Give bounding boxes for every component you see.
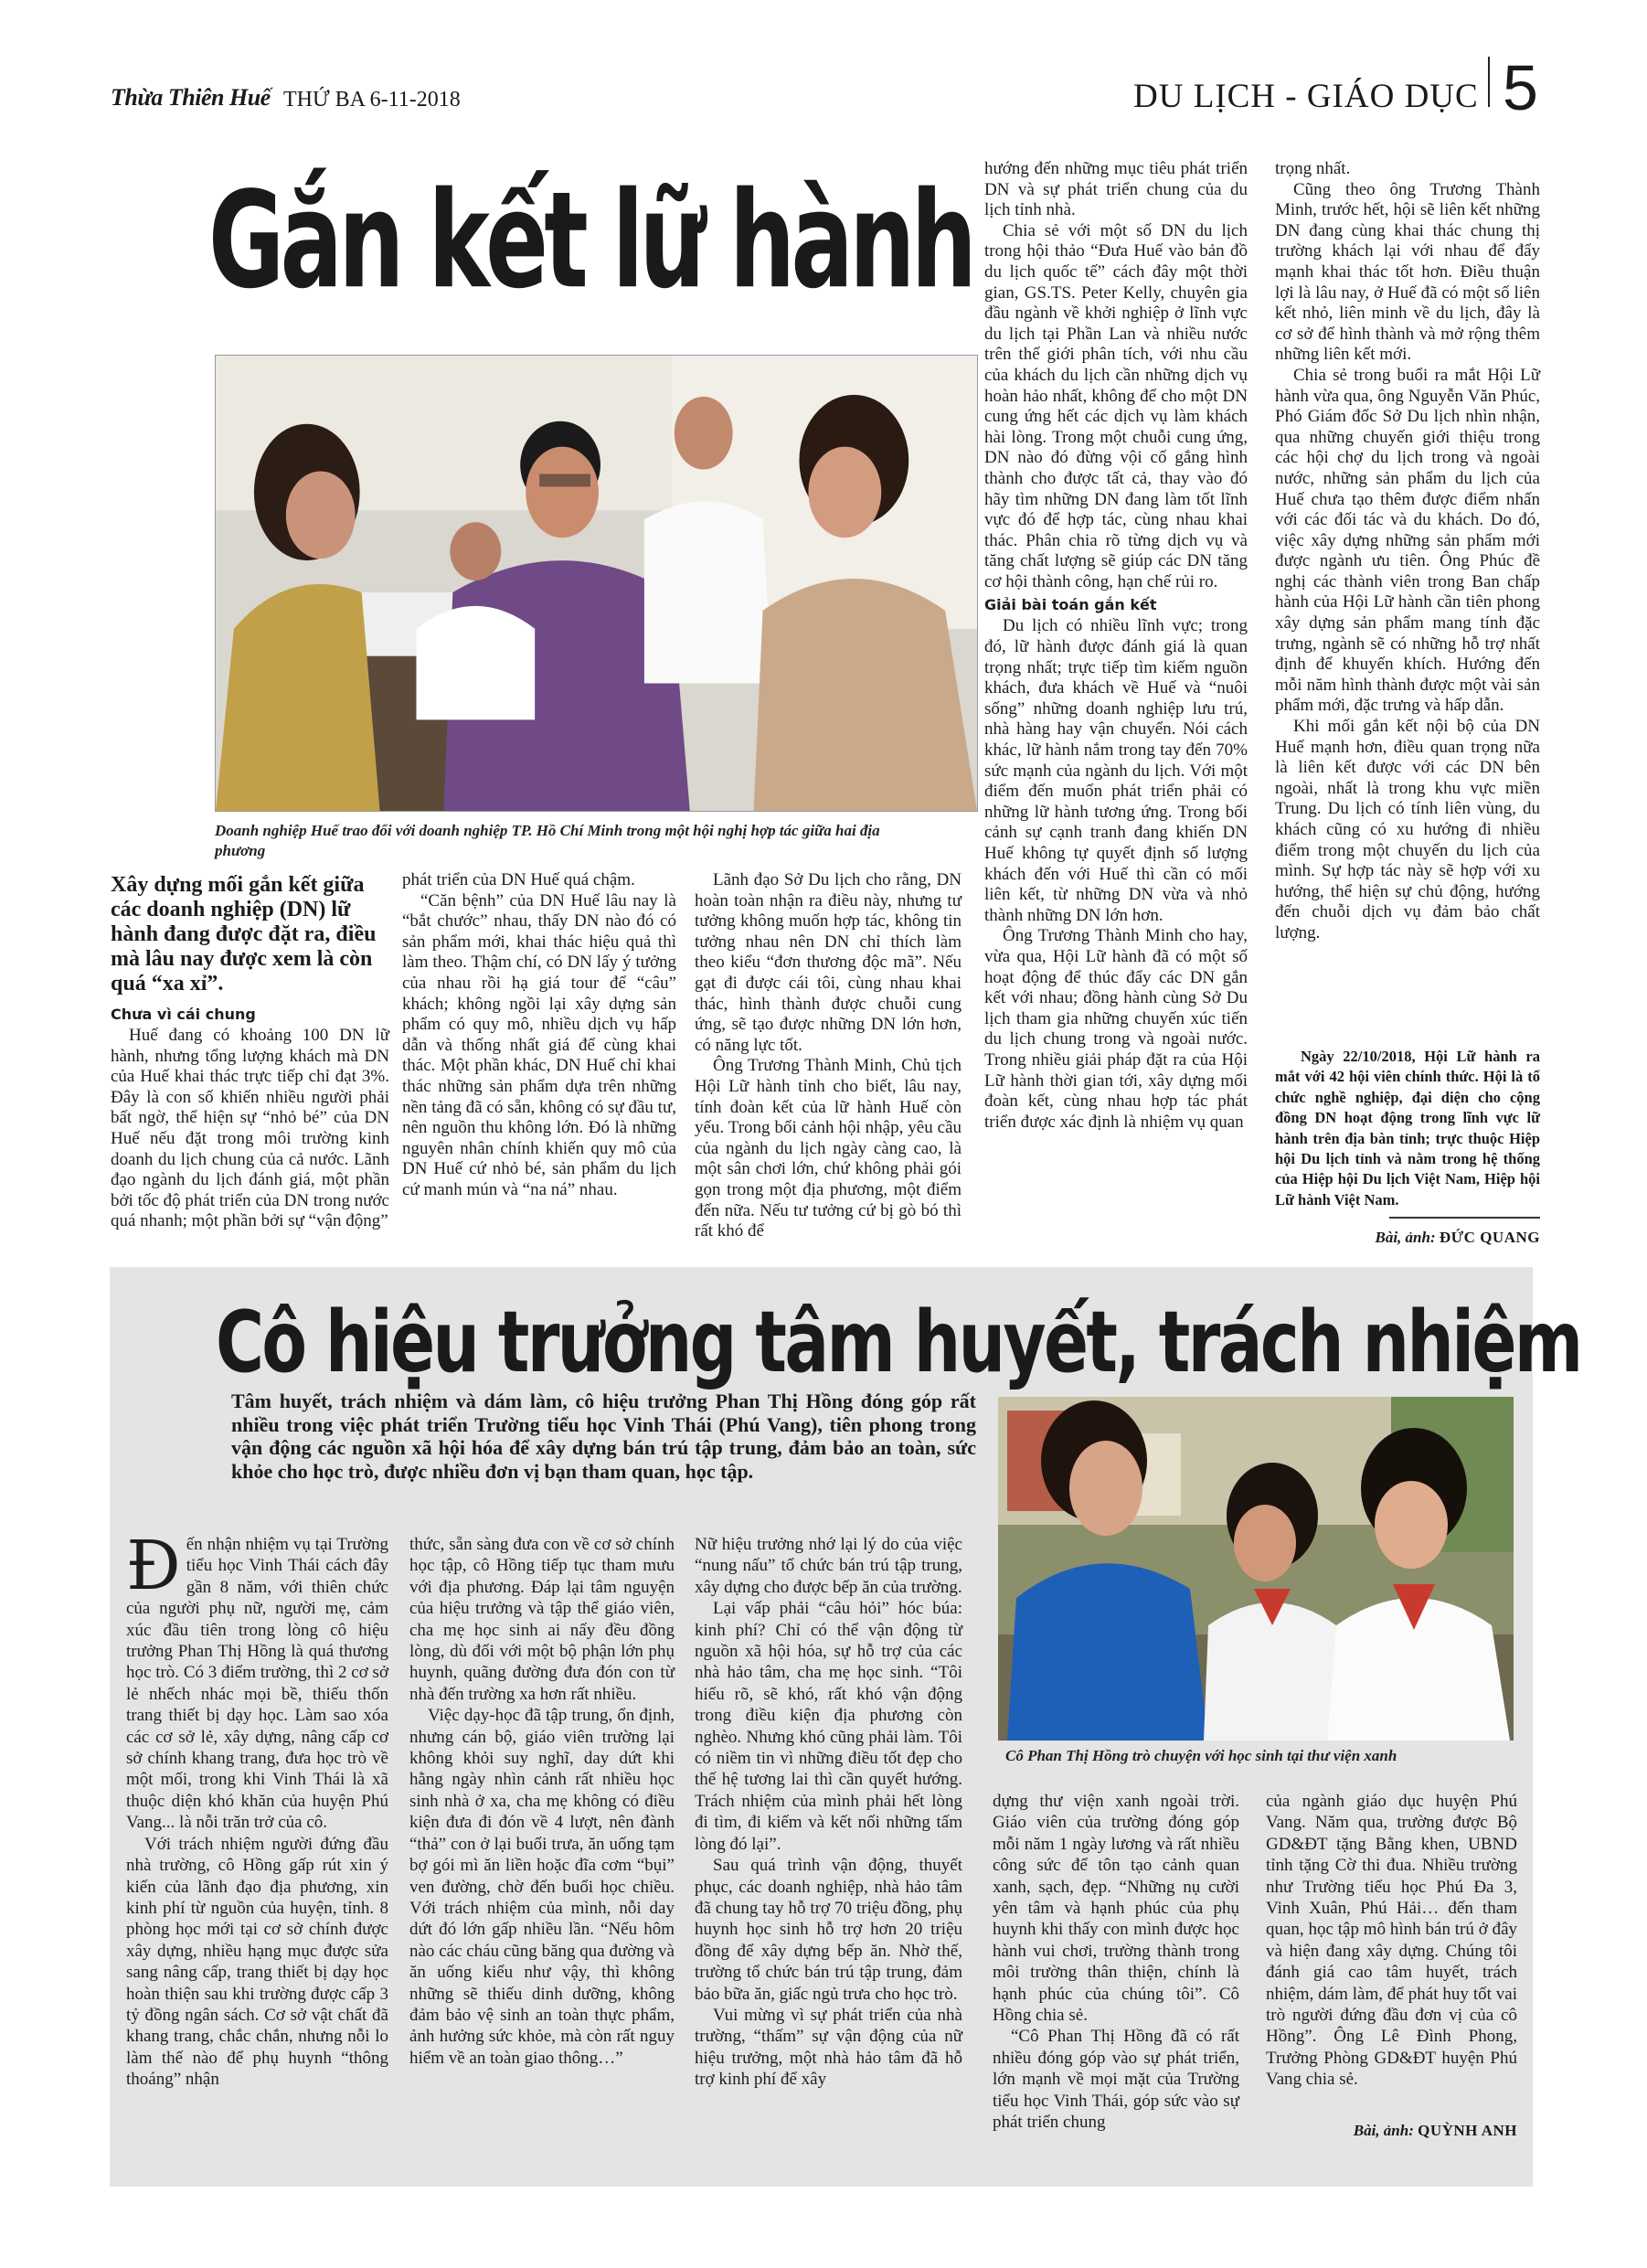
byline-author: QUỲNH ANH	[1418, 2122, 1517, 2139]
paragraph: Khi mối gắn kết nội bộ của DN Huế mạnh hơn, điều quan trọng nữa là liên kết được với các DN bên ngoài, nhất là trong khu vực miền Trung. Du lịch có tính liên vùng, du khách cũng có xu hướng đi nhiều điểm trong một chuyến du lịch của mình. Sự hợp tác này sẽ hợp với xu hướng, thể hiện sự chủ động, hướng đến chuỗi dịch vụ đảm bảo chất lượng.	[1275, 717, 1540, 942]
article1-photo	[215, 355, 978, 812]
paragraph: “Căn bệnh” của DN Huế lâu nay là “bắt chước” nhau, thấy DN nào đó có sản phẩm mới, khai thác hiệu quả thì làm theo. Thậm chí, có DN lấy ý tưởng của nhau rồi hạ giá tour để “câu” khách; không ngồi lại xây dựng sản phẩm có quy mô, nhiều dịch vụ hấp dẫn và thống nhất giá để cùng khai thác. Một phần khác, DN Huế chỉ khai thác những sản phẩm dựa trên những nền tảng đã có sẵn, không có sự đầu tư, nên nguồn thu không lớn. Đó là những nguyên nhân chính khiến quy mô của DN Huế cứ nhỏ bé, sản phẩm du lịch cứ manh mún và “na ná” nhau.	[402, 890, 676, 1199]
article2-column-1	[126, 1527, 388, 2091]
article2-photo	[998, 1397, 1514, 1741]
article1-subhead-2: Giải bài toán gắn kết	[984, 596, 1157, 614]
paragraph: Huế đang có khoảng 100 DN lữ hành, nhưng tổng lượng khách mà DN của Huế khai thác trực tiếp chỉ đạt 3%. Đây là con số khiến nhiều người phải bất ngờ, thể hiện sự “nhỏ bé” của DN Huế nếu đặt trong môi trường kinh doanh du lịch chung của cả nước. Lãnh đạo ngành du lịch đánh giá, một phần bởi tốc độ phát triển của DN trong nước quá nhanh; một phần bởi sự “vận động”	[111, 1026, 389, 1231]
byline-author: ĐỨC QUANG	[1439, 1229, 1540, 1246]
school-library-photo-illustration	[998, 1397, 1514, 1741]
paragraph: Ông Trương Thành Minh, Chủ tịch Hội Lữ hành tỉnh cho biết, lâu nay, tính đoàn kết của lữ hành Huế còn yếu. Trong bối cảnh hội nhập, yêu cầu của ngành du lịch ngày càng cao, là một sân chơi lớn, chứ không phải gói gọn trong một địa phương, một điểm đến nữa. Nếu tư tưởng cứ bị gò bó thì rất khó để	[695, 1056, 962, 1241]
paragraph: Lại vấp phải “câu hỏi” hóc búa: kinh phí? Chỉ có thể vận động từ nguồn xã hội hóa, sự hỗ trợ của các nhà hảo tâm, cha mẹ học sinh. “Tôi hiểu rõ, sẽ khó, rất khó vận động trong điều kiện địa phương còn nghèo. Nhưng khó cũng phải làm. Tôi có niềm tin vì những điều tốt đẹp cho thế hệ tương lai thì cần quyết hướng. Trách nhiệm của mình phải hết lòng đi tìm, đi kiếm và kết nối những tấm lòng đó lại”.	[695, 1599, 962, 1854]
info-box-text: Ngày 22/10/2018, Hội Lữ hành ra mắt với 42 hội viên chính thức. Hội là tổ chức nghề nghiệp, đại diện cho cộng đồng DN hoạt động trong lĩnh vực lữ hành trên địa bàn tỉnh; trực thuộc Hiệp hội Du lịch tỉnh và nằm trong hệ thống của Hiệp hội Du lịch Việt Nam, Hiệp hội Lữ hành Việt Nam.	[1275, 1048, 1540, 1209]
hoi-lu-hanh-info-box	[1275, 1047, 1540, 1210]
article2-column-3	[695, 1534, 962, 2091]
first-paragraph-text: ến nhận nhiệm vụ tại Trường tiểu học Vinh Thái cách đây gần 8 năm, với thiên chức của người phụ nữ, người mẹ, cảm xúc đầu tiên trong lòng cô hiệu trưởng Phan Thị Hồng là quá thương học trò. Có 3 điểm trường, thì 2 cơ sở lẻ nhếch nhác mọi bề, thiếu thốn trang thiết bị dạy học. Làm sao xóa các cơ sở lẻ, xây dựng, nâng cấp cơ sở chính khang trang, đưa học trò về một mối, trong khi Vinh Thái là xã thuộc diện khó khăn của huyện Phú Vang... là nỗi trăn trở của cô.	[126, 1535, 388, 1833]
byline-label: Bài, ảnh:	[1375, 1229, 1436, 1246]
article2-column-5	[1266, 1791, 1517, 2091]
meeting-photo-illustration	[216, 356, 977, 811]
article1-caption: Doanh nghiệp Huế trao đổi với doanh nghiệp TP. Hồ Chí Minh trong một hội nghị hợp tác giữa hai địa phương	[215, 822, 880, 860]
paragraph: hướng đến những mục tiêu phát triển DN và sự phát triển chung của du lịch tỉnh nhà.	[984, 159, 1248, 220]
paragraph: Nữ hiệu trưởng nhớ lại lý do của việc “nung nấu” tổ chức bán trú tập trung, xây dựng cho được bếp ăn của trường.	[695, 1535, 962, 1597]
article1-column-2	[402, 870, 676, 1201]
paragraph: phát triển của DN Huế quá chậm.	[402, 870, 635, 889]
paragraph: Chia sẻ với một số DN du lịch trong hội thảo “Đưa Huế vào bản đồ du lịch quốc tế” cách đây một thời gian, GS.TS. Peter Kelly, chuyên gia đầu ngành về khởi nghiệp ở lĩnh vực du lịch tại Phần Lan và nhiều nước trên thế giới phân tích, với nhu cầu của khách du lịch cần những dịch vụ hoàn hảo nhất, không để cho một DN cung ứng hết các dịch vụ làm khách hài lòng. Trong một chuỗi cung ứng, DN nào đó đừng vội cố gắng hình thành cho được tất cả, thay vào đó hãy tìm những DN đang làm tốt lĩnh vực đó để hợp tác, cùng nhau khai thác. Phân chia rõ từng dịch vụ và tăng chất lượng sẽ giúp các DN tăng cơ hội thành công, hạn chế rủi ro.	[984, 220, 1248, 591]
header-divider	[1488, 57, 1490, 107]
article2-column-2	[409, 1534, 675, 2069]
paragraph: Cũng theo ông Trương Thành Minh, trước hết, hội sẽ liên kết những DN đang cùng khai thác chung thị trường khách lại với nhau để đẩy mạnh khai thác tốt hơn. Điều thuận lợi là lâu nay, ở Huế đã có một số liên kết nhỏ, liên minh về du lịch, đây là cơ sở để hình thành và mở rộng thêm những liên kết mới.	[1275, 179, 1540, 365]
paragraph: Sau quá trình vận động, thuyết phục, các doanh nghiệp, nhà hảo tâm đã chung tay hỗ trợ 70 triệu đồng, phụ huynh học sinh hỗ trợ hơn 20 triệu đồng để xây dựng bếp ăn. Nhờ thế, trường tổ chức bán trú tập trung, đảm bảo bữa ăn, giấc ngủ trưa cho học trò.	[695, 1856, 962, 2004]
issue-date: THỨ BA 6-11-2018	[283, 88, 461, 112]
article1-column-1	[111, 1002, 389, 1232]
paragraph: “Cô Phan Thị Hồng đã có rất nhiều đóng góp vào sự phát triển, lớn mạnh về mọi mặt của Trường tiểu học Vinh Thái, góp sức vào sự phát triển chung	[993, 2027, 1239, 2133]
page-number: 5	[1503, 52, 1538, 123]
paragraph: Du lịch có nhiều lĩnh vực; trong đó, lữ hành được đánh giá là quan trọng nhất; trực tiếp tìm kiếm nguồn khách, đưa khách về Huế và “nuôi sống” những doanh nghiệp lưu trú, nhà hàng hay vận chuyển. Nói cách khác, lữ hành nắm trong tay đến 70% sức mạnh của ngành du lịch. Với một điểm đến muốn phát triển phải có những lữ hành tương ứng. Trong bối cảnh sự cạnh tranh đang khiến DN Huế không tự quyết định số lượng khách đến với Huế thì cần có mối liên kết, từ những DN vừa và nhỏ thành những DN lớn hơn.	[984, 616, 1248, 925]
paragraph: Việc dạy-học đã tập trung, ổn định, nhưng cán bộ, giáo viên trường lại không khỏi suy nghĩ, day dứt khi hằng ngày nhìn cảnh rất nhiều học sinh nhà ở xa, cha mẹ không có điều kiện đưa đi đón về 4 lượt, nên đành “thả” con ở lại buổi trưa, ăn uống tạm bợ gói mì ăn liền hoặc đĩa cơm “bụi” ven đường, chờ đến buổi học chiều. Với trách nhiệm của mình, nỗi day dứt đó lớn gấp nhiều lần. “Nếu hôm nào các cháu cũng băng qua đường và ăn uống kiểu như vậy, thì không những sẽ thiếu dinh dưỡng, không đảm bảo vệ sinh an toàn thực phẩm, ảnh hưởng sức khỏe, mà còn rất nguy hiểm về an toàn giao thông…”	[409, 1706, 675, 2068]
paragraph: Với trách nhiệm người đứng đầu nhà trường, cô Hồng gấp rút xin ý kiến của lãnh đạo địa phương, xin kinh phí từ nguồn của huyện, tỉnh. 8 phòng học mới tại cơ sở chính được xây dựng, nhiều hạng mục được sửa sang nâng cấp, trang thiết bị dạy học hoàn thiện sau khi trường được cấp 3 tỷ đồng ngân sách. Cơ sở vật chất đã khang trang, chắc chắn, nhưng nỗi lo làm thế nào để phụ huynh “thông thoáng” nhận	[126, 1834, 388, 2090]
article2-caption: Cô Phan Thị Hồng trò chuyện với học sinh tại thư viện xanh	[1005, 1747, 1397, 1764]
drop-cap: Đ	[126, 1527, 181, 1605]
byline-label: Bài, ảnh:	[1353, 2122, 1414, 2139]
article1-subhead-1: Chưa vì cái chung	[111, 1006, 256, 1023]
article2-headline: Cô hiệu trưởng tâm huyết, trách nhiệm	[216, 1293, 1581, 1392]
paragraph: của ngành giáo dục huyện Phú Vang. Năm qua, trường được Bộ GD&ĐT tặng Bằng khen, UBND tỉnh tặng Cờ thi đua. Nhiều trường như Trường tiểu học Phú Đa 3, Vinh Xuân, Phú Hải… đến tham quan, học tập mô hình bán trú ở đây và hiện đang xây dựng. Chúng tôi đánh giá cao tâm huyết, trách nhiệm, dám làm, để phát huy tốt vai trò người đứng đầu đơn vị của cô Hồng”. Ông Lê Đình Phong, Trưởng Phòng GD&ĐT huyện Phú Vang chia sẻ.	[1266, 1792, 1517, 2090]
article2-column-4	[993, 1791, 1239, 2134]
article1-column-3	[695, 870, 962, 1242]
article1-byline	[1275, 1229, 1540, 1247]
paragraph: Lãnh đạo Sở Du lịch cho rằng, DN hoàn toàn nhận ra điều này, nhưng tư tưởng không muốn hợp tác, không tin tưởng nhau nên DN chỉ thích làm theo kiểu “đơn thương độc mã”. Nếu gạt đi được cái tôi, cùng nhau khai thác, hình thành được chuỗi cung ứng, sẽ tạo được những DN lớn hơn, có năng lực tốt.	[695, 870, 962, 1055]
paragraph: dựng thư viện xanh ngoài trời. Giáo viên của trường đóng góp mỗi năm 1 ngày lương và rất nhiều công sức để tôn tạo cảnh quan xanh, sạch, đẹp. “Những nụ cười yên tâm và hạnh phúc của phụ huynh khi thấy con mình được học hành vui chơi, trường thành trong môi trường thân thiện, chính là hạnh phúc của chúng tôi”. Cô Hồng chia sẻ.	[993, 1792, 1239, 2026]
article1-column-4	[984, 159, 1248, 1133]
article1-headline: Gắn kết lữ hành	[208, 162, 973, 318]
article1-column-5	[1275, 159, 1540, 944]
article2-lead: Tâm huyết, trách nhiệm và dám làm, cô hiệu trưởng Phan Thị Hồng đóng góp rất nhiều trong việc phát triển Trường tiểu học Vinh Thái (Phú Vang), tiên phong trong vận động các nguồn xã hội hóa để xây dựng bán trú tập trung, đảm bảo an toàn, sức khỏe cho học trò, được nhiều đơn vị bạn tham quan, học tập.	[231, 1390, 976, 1483]
paragraph: Ông Trương Thành Minh cho hay, vừa qua, Hội Lữ hành đã có một số hoạt động để thúc đẩy các DN gắn kết với nhau; đồng hành cùng Sở Du lịch tham gia những chuyến xúc tiến du lịch chung trong và ngoài nước. Trong nhiều giải pháp đặt ra của Hội Lữ hành thời gian tới, xây dựng mối đoàn kết, cùng nhau hợp tác phát triển được xác định là nhiệm vụ quan	[984, 926, 1248, 1132]
box-divider	[1389, 1217, 1540, 1219]
paragraph: Vui mừng vì sự phát triển của nhà trường, “thấm” sự vận động của nữ hiệu trưởng, một nhà hảo tâm đã hỗ trợ kinh phí để xây	[695, 2005, 962, 2090]
section-title: DU LỊCH - GIÁO DỤC	[1133, 78, 1479, 115]
newspaper-name: Thừa Thiên Huế	[111, 84, 271, 111]
article2-byline	[1266, 2122, 1517, 2140]
article1-lead: Xây dựng mối gắn kết giữa các doanh nghiệp (DN) lữ hành đang được đặt ra, điều mà lâu nay được xem là còn quá “xa xỉ”.	[111, 873, 377, 996]
paragraph: Chia sẻ trong buổi ra mắt Hội Lữ hành vừa qua, ông Nguyễn Văn Phúc, Phó Giám đốc Sở Du lịch nhìn nhận, qua những chuyến giới thiệu trong các hội chợ du lịch trong và ngoài nước, những sản phẩm du lịch của Huế chưa tạo thêm được điểm nhấn với các đối tác và du khách. Do đó, việc xây dựng những sản phẩm mới được ngành ưu tiên. Ông Phúc đề nghị các thành viên trong Ban chấp hành của Hội Lữ hành cần tiên phong xây dựng sản phẩm mang tính đặc trưng, ngành sẽ có những hỗ trợ nhất định để khuyến khích. Hướng đến mỗi năm hình thành được một vài sản phẩm mới, đặc trưng và hấp dẫn.	[1275, 365, 1540, 716]
first-paragraph	[126, 1527, 388, 1834]
paragraph: thức, sẵn sàng đưa con về cơ sở chính học tập, cô Hồng tiếp tục tham mưu với địa phương. Đáp lại tâm nguyện của hiệu trưởng và tập thể giáo viên, cha mẹ học sinh ai nấy đều đồng lòng, dù đối với một bộ phận lớn phụ huynh, quãng đường đưa đón con từ nhà đến trường xa hơn rất nhiều.	[409, 1535, 675, 1704]
paragraph: trọng nhất.	[1275, 159, 1351, 178]
